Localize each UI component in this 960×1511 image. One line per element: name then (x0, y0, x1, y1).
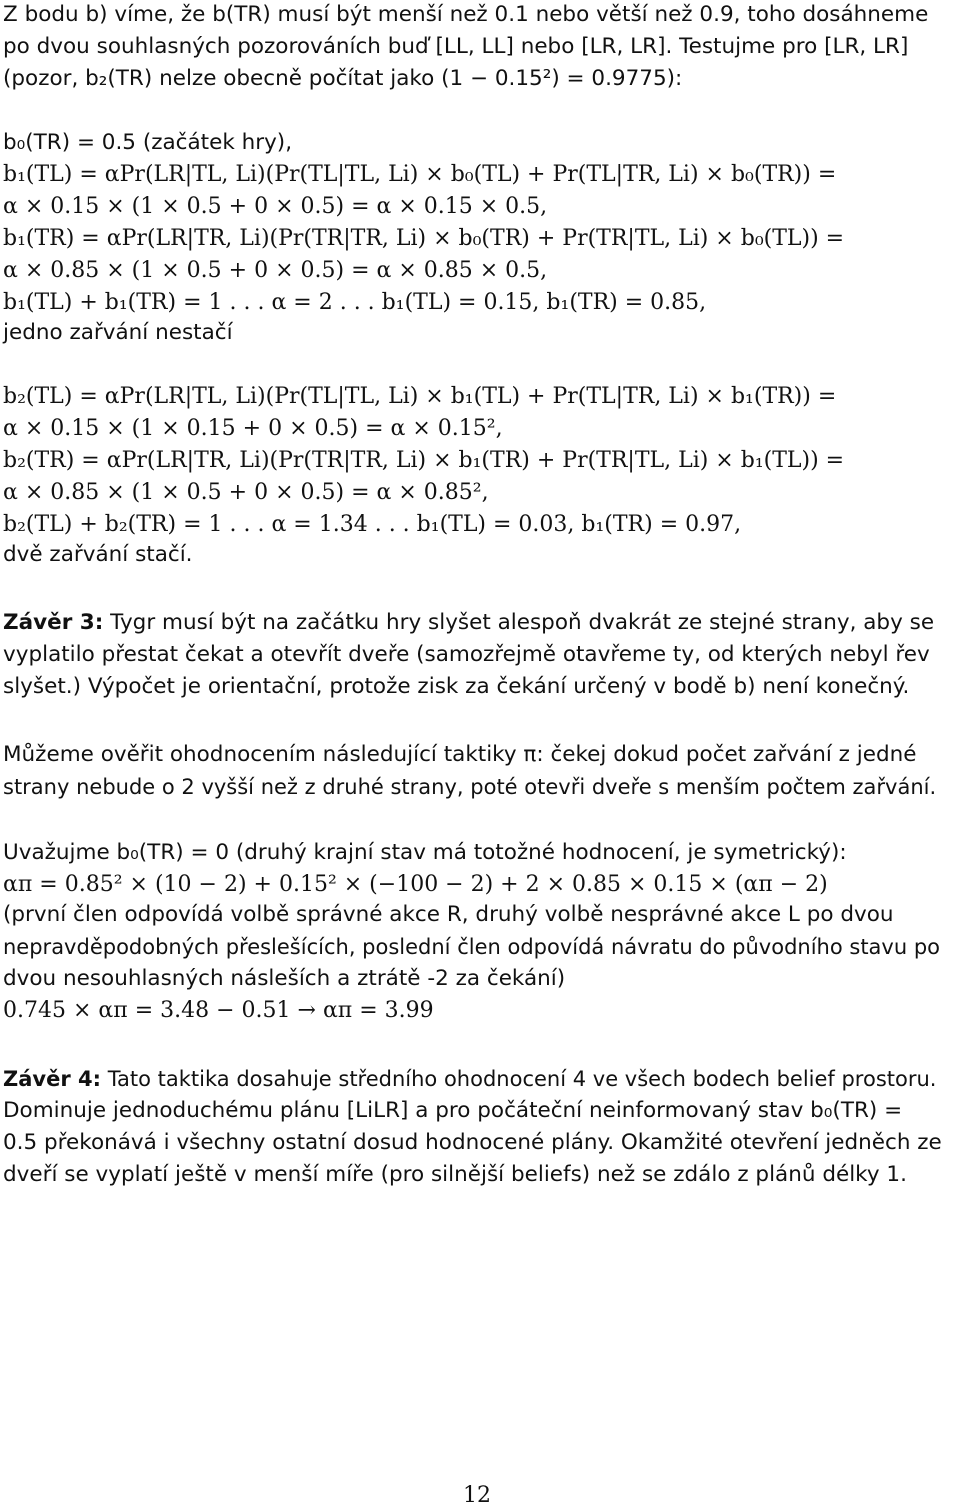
formula-line: α × 0.15 × (1 × 0.15 + 0 × 0.5) = α × 0.15², (3, 416, 503, 441)
conclusion-4-heading: Závěr 4: (3, 1067, 102, 1091)
formula-line: b₂(TL) + b₂(TR) = 1 . . . α = 1.34 . . . b₁(TL) = 0.03, b₁(TR) = 0.97, (3, 512, 742, 537)
text-line: 0.5 překonává i všechny ostatní dosud hodnocené plány. Okamžité otevření jedněch ze (3, 1130, 942, 1155)
text-line: Uvažujme b₀(TR) = 0 (druhý krajní stav má totožné hodnocení, je symetrický): (3, 840, 847, 865)
formula-line: b₁(TL) = αPr(LR|TL, Li)(Pr(TL|TL, Li) × b₀(TL) + Pr(TL|TR, Li) × b₀(TR)) = (3, 162, 837, 187)
text-line: slyšet.) Výpočet je orientační, protože zisk za čekání určený v bodě b) není konečný. (3, 674, 910, 699)
formula-line: απ = 0.85² × (10 − 2) + 0.15² × (−100 − 2) + 2 × 0.85 × 0.15 × (απ − 2) (3, 872, 828, 897)
text-line: Dominuje jednoduchému plánu [LiLR] a pro počáteční neinformovaný stav b₀(TR) = (3, 1098, 903, 1123)
conclusion-3-text: Tygr musí být na začátku hry slyšet alespoň dvakrát ze stejné strany, aby se (103, 610, 935, 635)
formula-line: α × 0.15 × (1 × 0.5 + 0 × 0.5) = α × 0.15 × 0.5, (3, 194, 548, 219)
text-line: vyplatilo přestat čekat a otevřít dveře (samozřejmě otavřeme ty, od kterých nebyl řev (3, 642, 930, 667)
conclusion-4-text: Tato taktika dosahuje středního ohodnocení 4 ve všech bodech belief prostoru. (101, 1067, 937, 1091)
text-line: po dvou souhlasných pozorováních buď [LL, LL] nebo [LR, LR]. Testujme pro [LR, LR] (3, 34, 909, 59)
conclusion-4 (3, 1064, 936, 1094)
formula-line: b₁(TR) = αPr(LR|TR, Li)(Pr(TR|TR, Li) × b₀(TR) + Pr(TR|TL, Li) × b₀(TL)) = (3, 226, 845, 251)
formula-line: α × 0.85 × (1 × 0.5 + 0 × 0.5) = α × 0.85 × 0.5, (3, 258, 548, 283)
text-line: dveří se vyplatí ještě v menší míře (pro silnější beliefs) než se zdálo z plánů délky 1. (3, 1162, 907, 1187)
text-line: jedno zařvání nestačí (3, 320, 233, 345)
conclusion-3 (3, 608, 934, 638)
formula-line: b₀(TR) = 0.5 (začátek hry), (3, 130, 293, 155)
formula-line: b₂(TR) = αPr(LR|TR, Li)(Pr(TR|TR, Li) × b₁(TR) + Pr(TR|TL, Li) × b₁(TL)) = (3, 448, 845, 473)
formula-line: b₂(TL) = αPr(LR|TL, Li)(Pr(TL|TL, Li) × b₁(TL) + Pr(TL|TR, Li) × b₁(TR)) = (3, 384, 837, 409)
formula-line: b₁(TL) + b₁(TR) = 1 . . . α = 2 . . . b₁(TL) = 0.15, b₁(TR) = 0.85, (3, 290, 707, 315)
formula-line: 0.745 × απ = 3.48 − 0.51 → απ = 3.99 (3, 998, 434, 1023)
formula-line: α × 0.85 × (1 × 0.5 + 0 × 0.5) = α × 0.85², (3, 480, 489, 505)
text-line: nepravděpodobných přeslešících, poslední člen odpovídá návratu do původního stavu po (3, 935, 941, 959)
text-line: strany nebude o 2 vyšší než z druhé strany, poté otevři dveře s menším počtem zařvání. (3, 775, 937, 799)
conclusion-3-heading: Závěr 3: (3, 610, 104, 635)
text-line: dvě zařvání stačí. (3, 542, 193, 567)
text-line: (pozor, b₂(TR) nelze obecně počítat jako (1 − 0.15²) = 0.9775): (3, 66, 683, 91)
text-line: Z bodu b) víme, že b(TR) musí být menší než 0.1 nebo větší než 0.9, toho dosáhneme (3, 2, 929, 27)
text-line: (první člen odpovídá volbě správné akce R, druhý volbě nesprávné akce L po dvou (3, 902, 894, 927)
page-number: 12 (463, 1483, 491, 1508)
text-line: dvou nesouhlasných násleších a ztrátě -2 za čekání) (3, 966, 566, 991)
text-line: Můžeme ověřit ohodnocením následující taktiky π: čekej dokud počet zařvání z jedné (3, 742, 917, 767)
